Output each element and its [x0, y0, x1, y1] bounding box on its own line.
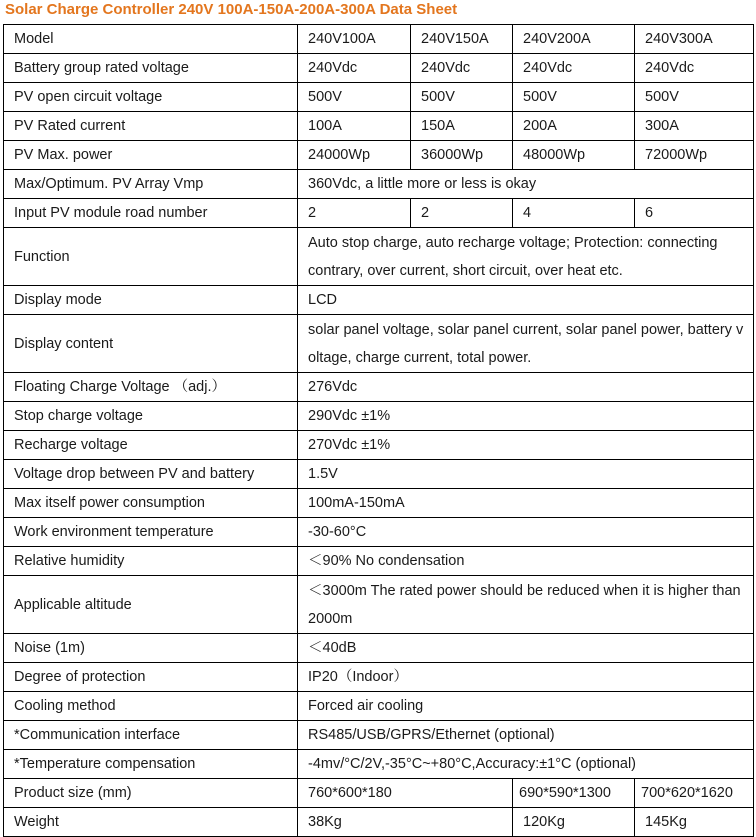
- cell-value: IP20（Indoor）: [298, 663, 754, 692]
- cell-240v100a: 240V100A: [298, 25, 411, 54]
- cell-value: 100mA-150mA: [298, 489, 754, 518]
- row-label: Max/Optimum. PV Array Vmp: [4, 170, 298, 199]
- table-row-temp-compensation: [4, 750, 754, 779]
- row-label: Function: [4, 228, 298, 286]
- row-label: *Communication interface: [4, 721, 298, 750]
- row-label: PV Max. power: [4, 141, 298, 170]
- cell-value: -30-60°C: [298, 518, 754, 547]
- table-row-display-mode: [4, 286, 754, 315]
- row-label: Cooling method: [4, 692, 298, 721]
- table-row-stop-charge-voltage: [4, 402, 754, 431]
- table-row-protection-degree: [4, 663, 754, 692]
- table-row-pv-rated-current: [4, 112, 754, 141]
- row-label: Max itself power consumption: [4, 489, 298, 518]
- table-row-pv-open-voltage: [4, 83, 754, 112]
- row-label: PV Rated current: [4, 112, 298, 141]
- table-row-floating-voltage: [4, 373, 754, 402]
- cell-value: 2: [298, 199, 411, 228]
- table-row-product-size: [4, 779, 754, 808]
- table-row-battery-voltage: [4, 54, 754, 83]
- table-row-display-content: [4, 315, 754, 373]
- cell-value: ＜40dB: [298, 634, 754, 663]
- row-label: Model: [4, 25, 298, 54]
- table-row-work-temperature: [4, 518, 754, 547]
- cell-240v300a: 240V300A: [635, 25, 754, 54]
- cell-value: 36000Wp: [411, 141, 513, 170]
- table-row-voltage-drop: [4, 460, 754, 489]
- cell-value: 72000Wp: [635, 141, 754, 170]
- cell-value: RS485/USB/GPRS/Ethernet (optional): [298, 721, 754, 750]
- cell-value: Forced air cooling: [298, 692, 754, 721]
- table-row-cooling: [4, 692, 754, 721]
- cell-value: 290Vdc ±1%: [298, 402, 754, 431]
- cell-value: 690*590*1300: [513, 779, 635, 808]
- cell-value: 700*620*1620: [635, 779, 754, 808]
- cell-value: 500V: [298, 83, 411, 112]
- cell-value: 24000Wp: [298, 141, 411, 170]
- table-row-noise: [4, 634, 754, 663]
- row-label: Recharge voltage: [4, 431, 298, 460]
- row-label: Relative humidity: [4, 547, 298, 576]
- cell-value: solar panel voltage, solar panel current, solar panel power, battery voltage, charge current, total power.: [298, 315, 754, 373]
- table-row-pv-array-vmp: [4, 170, 754, 199]
- table-row-recharge-voltage: [4, 431, 754, 460]
- row-label: Voltage drop between PV and battery: [4, 460, 298, 489]
- cell-value: 240Vdc: [411, 54, 513, 83]
- row-label: Product size (mm): [4, 779, 298, 808]
- cell-value: ＜3000m The rated power should be reduced when it is higher than 2000m: [298, 576, 754, 634]
- cell-value: LCD: [298, 286, 754, 315]
- row-label: Display mode: [4, 286, 298, 315]
- table-row-communication: [4, 721, 754, 750]
- cell-value: 760*600*180: [298, 779, 513, 808]
- row-label: Input PV module road number: [4, 199, 298, 228]
- row-label: Noise (1m): [4, 634, 298, 663]
- table-row-pv-road-number: [4, 199, 754, 228]
- cell-240v200a: 240V200A: [513, 25, 635, 54]
- cell-value: 300A: [635, 112, 754, 141]
- cell-value: 4: [513, 199, 635, 228]
- row-label: Floating Charge Voltage （adj.）: [4, 373, 298, 402]
- cell-value: 270Vdc ±1%: [298, 431, 754, 460]
- cell-value: 150A: [411, 112, 513, 141]
- page-title: Solar Charge Controller 240V 100A-150A-200A-300A Data Sheet: [5, 1, 458, 18]
- row-label: Display content: [4, 315, 298, 373]
- cell-value: 240Vdc: [513, 54, 635, 83]
- cell-value: -4mv/°C/2V,-35°C~+80°C,Accuracy:±1°C (optional): [298, 750, 754, 779]
- cell-value: 2: [411, 199, 513, 228]
- table-row-function: [4, 228, 754, 286]
- cell-value: 6: [635, 199, 754, 228]
- cell-value: 240Vdc: [298, 54, 411, 83]
- cell-value: 38Kg: [298, 808, 513, 837]
- table-row-humidity: [4, 547, 754, 576]
- cell-value: 200A: [513, 112, 635, 141]
- row-label: Work environment temperature: [4, 518, 298, 547]
- row-label: Stop charge voltage: [4, 402, 298, 431]
- row-label: PV open circuit voltage: [4, 83, 298, 112]
- cell-value: 240Vdc: [635, 54, 754, 83]
- cell-value: 500V: [635, 83, 754, 112]
- table-row-altitude: [4, 576, 754, 634]
- table-row-pv-max-power: [4, 141, 754, 170]
- row-label: Degree of protection: [4, 663, 298, 692]
- cell-value: 276Vdc: [298, 373, 754, 402]
- cell-value: 500V: [411, 83, 513, 112]
- cell-value: 145Kg: [635, 808, 754, 837]
- cell-value: 360Vdc, a little more or less is okay: [298, 170, 754, 199]
- table-row-power-consumption: [4, 489, 754, 518]
- cell-value: 48000Wp: [513, 141, 635, 170]
- cell-value: 1.5V: [298, 460, 754, 489]
- row-label: Weight: [4, 808, 298, 837]
- cell-value: 120Kg: [513, 808, 635, 837]
- cell-240v150a: 240V150A: [411, 25, 513, 54]
- cell-value: ＜90% No condensation: [298, 547, 754, 576]
- data-sheet-table: [3, 24, 754, 837]
- cell-value: 500V: [513, 83, 635, 112]
- row-label: Battery group rated voltage: [4, 54, 298, 83]
- cell-value: 100A: [298, 112, 411, 141]
- row-label: *Temperature compensation: [4, 750, 298, 779]
- table-row-model: [4, 25, 754, 54]
- row-label: Applicable altitude: [4, 576, 298, 634]
- table-row-weight: [4, 808, 754, 837]
- cell-value: Auto stop charge, auto recharge voltage; Protection: connecting contrary, over current, short circuit, over heat etc.: [298, 228, 754, 286]
